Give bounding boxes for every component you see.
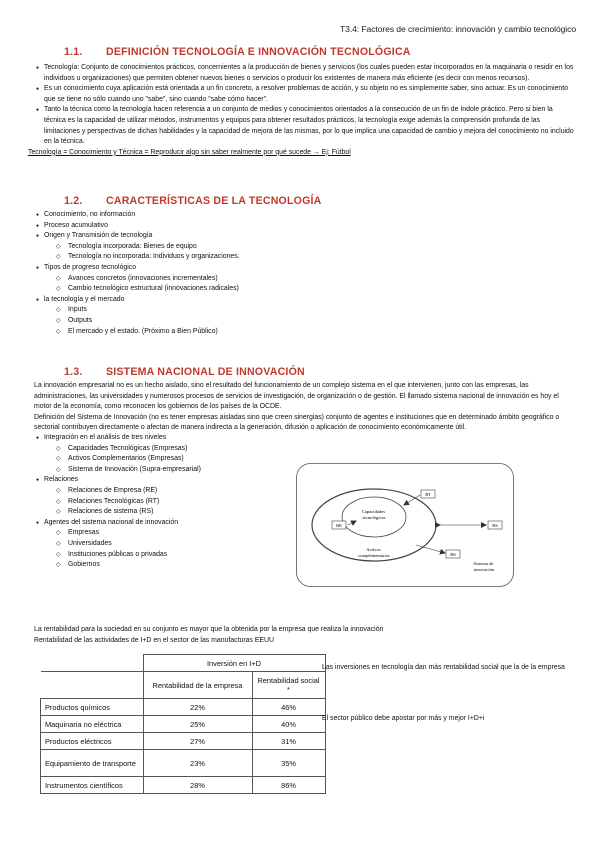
agent-label: Integración en el análisis de tres niveles <box>44 434 167 441</box>
rentability-table <box>40 654 326 794</box>
section-3-intro <box>34 381 574 434</box>
table-row <box>41 733 326 750</box>
list-item: ● Tecnología: Conjunto de conocimientos prácticos, concernientes a la producción de bienes y servicios (los cuales pueden estar incorporados en la maquinaria o residir en los individuos u organizaciones) que permiten obtener nuevos bienes o servicios o producir los existentes de manera más eficiente (es decir con menos recursos). <box>34 63 574 84</box>
technology-formula: Tecnología = Conocimiento y Técnica = Reproducir algo sin saber realmente por qué sucede → Ej: Fútbol <box>28 148 351 156</box>
sub-list-item: ◇ Capacidades Tecnológicas (Empresas) <box>44 444 284 455</box>
table-header-row <box>41 672 326 699</box>
sub-list-item: ◇ Gobiernos <box>44 560 284 571</box>
characteristic-label: Tipos de progreso tecnológico <box>44 263 137 271</box>
list-item <box>34 210 574 221</box>
rentability-text <box>34 625 574 646</box>
sub-list-item: ◇ Universidades <box>44 539 284 550</box>
sub-list-item: ◇ Relaciones Tecnológicas (RT) <box>44 497 284 508</box>
column-header-empresa: Rentabilidad de la empresa <box>143 672 252 699</box>
paragraph: La rentabilidad para la sociedad en su conjunto es mayor que la obtenida por la empresa que realiza la innovación <box>34 626 384 633</box>
table-row <box>41 716 326 733</box>
list-item: ● Es un conocimiento cuya aplicación está orientada a un fin concreto, a resolver problemas de acción, y su objeto no es simplemente saber, sino actuar. Es un conocimiento que se tiene no sólo cuando uno "sabe", sino cuando "sabe cómo hacer". <box>34 84 574 105</box>
sub-list-item: ◇ Tecnología no incorporada: Individuos y organizaciones. <box>44 252 574 263</box>
sub-list-item: ◇ Relaciones de sistema (RS) <box>44 507 284 518</box>
section-3-title: SISTEMA NACIONAL DE INNOVACIÓN <box>106 366 305 378</box>
empty-cell <box>41 672 144 699</box>
section-2-body <box>34 210 574 337</box>
list-item <box>34 475 284 517</box>
outer-label: Sistema de innovación <box>473 561 495 572</box>
table-row <box>41 750 326 777</box>
sector-cell: Instrumentos científicos <box>41 777 144 794</box>
characteristic-label: Conocimiento, no información <box>44 211 136 218</box>
sector-cell: Maquinaria no eléctrica <box>41 716 144 733</box>
re-box-label: RE <box>336 523 342 528</box>
section-2-title: CARACTERÍSTICAS DE LA TECNOLOGÍA <box>106 195 322 207</box>
sub-list-item: ◇ Relaciones de Empresa (RE) <box>44 486 284 497</box>
section-1-title: DEFINICIÓN TECNOLOGÍA E INNOVACIÓN TECNOLÓGICA <box>106 46 411 58</box>
empresa-cell: 23% <box>143 750 252 777</box>
list-item <box>34 518 284 571</box>
list-item: ● Tanto la técnica como la tecnología hacen referencia a un conjunto de medios y conocimientos orientados a la consecución de un fin de índole práctico. Pero si bien la técnica es la capacidad de utilizar métodos, instrumentos y equipos para obtener resultados prácticos, la tecnología exige además la comprensión profunda de las limitaciones y perspectivas de dichas habilidades y la capacidad de mejora de las mismas, por lo que implica una capacidad de cambio y mejora del conocimiento no incluido en la técnica. <box>34 105 574 147</box>
inner-label: Capacidades tecnológicas <box>361 509 386 520</box>
empresa-cell: 28% <box>143 777 252 794</box>
section-1-body <box>28 63 574 158</box>
paragraph: Definición del Sistema de Innovación (no es tener empresas aisladas sino que creen sinergias) conjunto de agentes e instituciones que en determinado ámbito geográfico o sectorial contribuyen directamente o afectan de manera indirecta a la generación, difusión o aplicación de conocimiento económicamente útil. <box>34 413 560 432</box>
list-item <box>34 295 574 337</box>
sub-list-item: ◇ Sistema de Innovación (Supra-empresarial) <box>44 465 284 476</box>
rt-box-label: RT <box>425 492 431 497</box>
empty-cell <box>41 655 144 672</box>
rs-box-label: RS <box>492 523 498 528</box>
sub-list-item: ◇ Instituciones públicas o privadas <box>44 550 284 561</box>
section-2-number: 1.2. <box>64 195 83 207</box>
sub-list-item: ◇ Avances concretos (innovaciones incrementales) <box>44 274 574 285</box>
characteristic-label: Origen y Transmisión de tecnología <box>44 232 153 240</box>
empresa-cell: 27% <box>143 733 252 750</box>
side-note-public-sector: El sector público debe apostar por más y mejor I+D+i <box>322 715 485 722</box>
sub-list-item: ◇ El mercado y el estado. (Próximo a Bien Público) <box>44 327 574 338</box>
characteristic-label: la tecnología y el mercado <box>44 295 125 303</box>
table-header-row <box>41 655 326 672</box>
rs2-box-label: RS <box>450 552 456 557</box>
sub-list-item: ◇ Empresas <box>44 528 284 539</box>
sector-cell: Equipamiento de transporte <box>41 750 144 777</box>
section-2-heading <box>64 195 322 207</box>
sector-cell: Productos químicos <box>41 699 144 716</box>
characteristic-label: Proceso acumulativo <box>44 221 108 229</box>
empresa-cell: 25% <box>143 716 252 733</box>
paragraph: La innovación empresarial no es un hecho aislado, sino el resultado del funcionamiento de un complejo sistema en el que intervienen, junto con las empresas, las administraciones, las universidades y numerosos procesos de servicios de investigación, de organización o de gestión. El llamado sistema nacional de innovación es hoy el motor de la economía, como reconocen los gobiernos de los países de la OCDE. <box>34 382 559 411</box>
table-row <box>41 777 326 794</box>
sub-list-item: ◇ Tecnología incorporada: Bienes de equipo <box>44 242 574 253</box>
paragraph: Rentabilidad de las actividades de I+D en el sector de las manufacturas EEUU <box>34 636 274 644</box>
sub-list-item: ◇ Inputs <box>44 305 574 316</box>
section-3-number: 1.3. <box>64 366 83 378</box>
table-row <box>41 699 326 716</box>
agent-label: Relaciones <box>44 476 79 484</box>
social-cell: 35% <box>252 750 325 777</box>
header-title: T3.4: Factores de crecimiento: innovación y cambio tecnológico <box>340 24 576 34</box>
arrow <box>348 521 356 525</box>
empresa-cell: 22% <box>143 699 252 716</box>
section-1-number: 1.1. <box>64 46 83 58</box>
social-cell: 40% <box>252 716 325 733</box>
side-note-social-return: Las inversiones en tecnología dan más rentabilidad social que la de la empresa <box>322 664 565 671</box>
social-cell: 31% <box>252 733 325 750</box>
sub-list-item: ◇ Outputs <box>44 316 574 327</box>
social-cell: 46% <box>252 699 325 716</box>
innovation-system-diagram <box>296 463 514 587</box>
column-header-social: Rentabilidad social * <box>252 672 325 699</box>
list-item <box>34 221 574 232</box>
list-item <box>34 263 574 295</box>
list-item <box>34 433 284 475</box>
social-cell: 86% <box>252 777 325 794</box>
section-3-list <box>34 433 284 571</box>
group-header-cell: Inversión en I+D <box>143 655 325 672</box>
section-1-heading <box>64 46 411 58</box>
middle-label: Activos complementarios <box>358 547 390 558</box>
sub-list-item: ◇ Cambio tecnológico estructural (innovaciones radicales) <box>44 284 574 295</box>
sub-list-item: ◇ Activos Complementarios (Empresas) <box>44 454 284 465</box>
sector-cell: Productos eléctricos <box>41 733 144 750</box>
list-item <box>34 231 574 263</box>
agent-label: Agentes del sistema nacional de innovación <box>44 518 179 526</box>
section-3-heading <box>64 366 305 378</box>
